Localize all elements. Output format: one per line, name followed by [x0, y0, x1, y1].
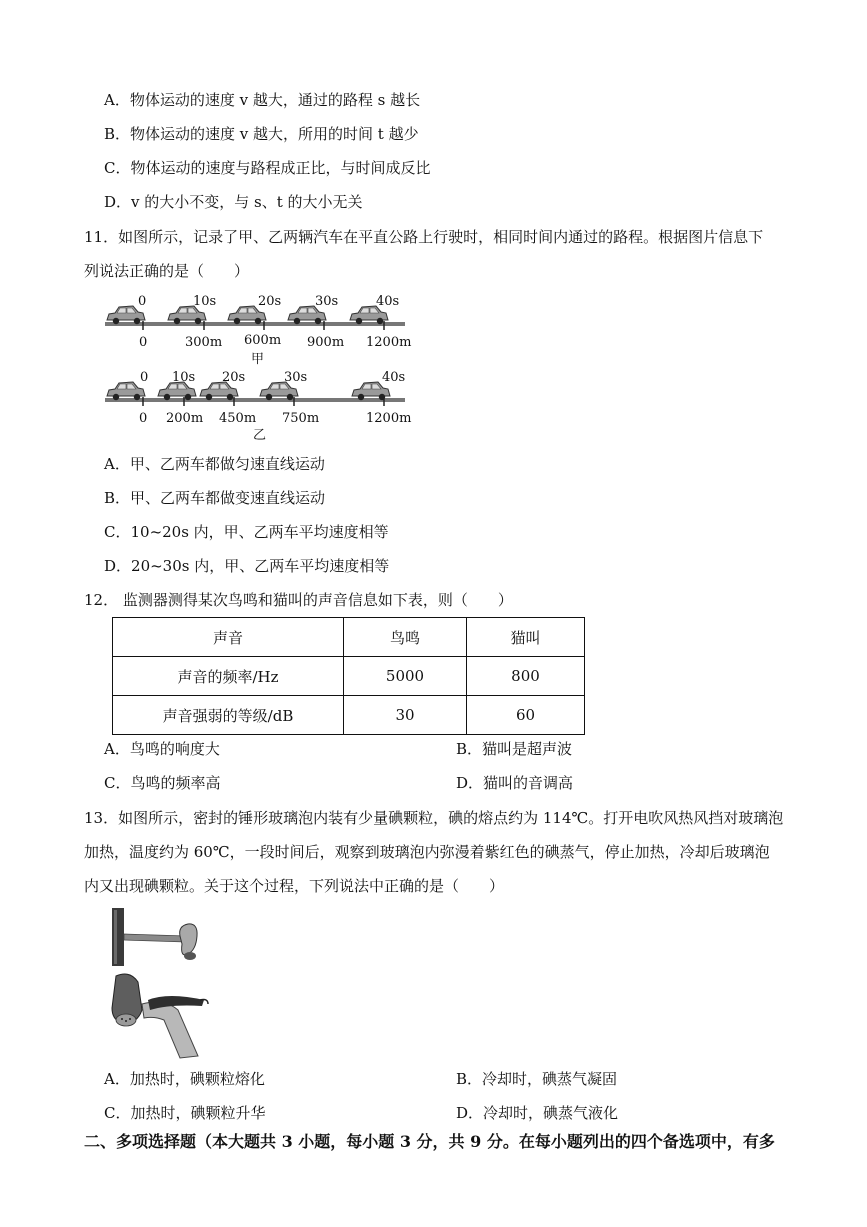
jia-dist-600m: 600m [244, 333, 282, 348]
jia-time-30s: 30s [315, 294, 339, 309]
table-row [113, 657, 585, 696]
table-cell: 声音强弱的等级/dB [113, 696, 344, 735]
q10-option-c: C．物体运动的速度与路程成正比，与时间成反比 [104, 159, 431, 177]
jia-time-10s: 10s [193, 294, 217, 309]
q13-option-c: C．加热时，碘颗粒升华 [104, 1104, 266, 1122]
yi-time-10s: 10s [172, 370, 196, 385]
jia-time-20s: 20s [258, 294, 282, 309]
yi-time-30s: 30s [284, 370, 308, 385]
q10-option-a: A．物体运动的速度 v 越大，通过的路程 s 越长 [104, 91, 421, 109]
yi-dist-750m: 750m [282, 411, 320, 426]
jia-dist-0: 0 [139, 335, 148, 350]
hair-dryer-illustration [108, 970, 210, 1060]
q13-stem-line2: 加热，温度约为 60℃，一段时间后，观察到玻璃泡内弥漫着紫红色的碘蒸气，停止加热，冷却后玻璃泡 [84, 843, 770, 861]
table-cell: 30 [344, 696, 467, 735]
q11-option-b: B．甲、乙两车都做变速直线运动 [104, 489, 326, 507]
table-cell: 声音的频率/Hz [113, 657, 344, 696]
table-cell: 60 [467, 696, 585, 735]
q13-option-a: A．加热时，碘颗粒熔化 [104, 1070, 265, 1088]
yi-time-40s: 40s [382, 370, 406, 385]
q11-option-c: C．10~20s 内，甲、乙两车平均速度相等 [104, 523, 389, 541]
yi-dist-1200m: 1200m [366, 411, 412, 426]
q12-option-d: D．猫叫的音调高 [456, 774, 574, 792]
q13-stem-line1: 13．如图所示，密封的锤形玻璃泡内装有少量碘颗粒，碘的熔点约为 114℃。打开电吹风热风挡对玻璃泡 [84, 809, 784, 827]
yi-dist-450m: 450m [219, 411, 257, 426]
yi-time-0: 0 [140, 370, 149, 385]
q12-stem: 12． 监测器测得某次鸟鸣和猫叫的声音信息如下表，则（ ） [84, 591, 513, 609]
q10-option-b: B．物体运动的速度 v 越大，所用的时间 t 越少 [104, 125, 419, 143]
jia-time-40s: 40s [376, 294, 400, 309]
table-row [113, 696, 585, 735]
q13-option-d: D．冷却时，碘蒸气液化 [456, 1104, 619, 1122]
iodine-bulb-illustration [108, 906, 208, 968]
table-header-cell: 声音 [113, 618, 344, 657]
q13-option-b: B．冷却时，碘蒸气凝固 [456, 1070, 618, 1088]
q13-stem-line3: 内又出现碘颗粒。关于这个过程，下列说法中正确的是（ ） [84, 877, 505, 895]
q12-option-a: A．鸟鸣的响度大 [104, 740, 220, 758]
q10-option-d: D．v 的大小不变，与 s、t 的大小无关 [104, 193, 363, 211]
q11-option-d: D．20~30s 内，甲、乙两车平均速度相等 [104, 557, 390, 575]
table-header-cell: 鸟鸣 [344, 618, 467, 657]
q11-stem-line2: 列说法正确的是（ ） [84, 262, 250, 280]
jia-dist-900m: 900m [307, 335, 345, 350]
yi-label: 乙 [253, 428, 267, 443]
jia-time-0: 0 [138, 294, 147, 309]
yi-dist-0: 0 [139, 411, 148, 426]
sound-table [112, 617, 585, 735]
table-cell: 5000 [344, 657, 467, 696]
q11-option-a: A．甲、乙两车都做匀速直线运动 [104, 455, 325, 473]
jia-dist-1200m: 1200m [366, 335, 412, 350]
jia-label: 甲 [251, 352, 265, 367]
section2-heading: 二、多项选择题（本大题共 3 小题，每小题 3 分，共 9 分。在每小题列出的四个备选项中，有多 [84, 1132, 775, 1151]
table-cell: 800 [467, 657, 585, 696]
yi-time-20s: 20s [222, 370, 246, 385]
jia-dist-300m: 300m [185, 335, 223, 350]
table-header-row [113, 618, 585, 657]
q12-option-b: B．猫叫是超声波 [456, 740, 573, 758]
q12-option-c: C．鸟鸣的频率高 [104, 774, 221, 792]
table-header-cell: 猫叫 [467, 618, 585, 657]
yi-dist-200m: 200m [166, 411, 204, 426]
q11-stem-line1: 11．如图所示，记录了甲、乙两辆汽车在平直公路上行驶时，相同时间内通过的路程。根据图片信息下 [84, 228, 764, 246]
